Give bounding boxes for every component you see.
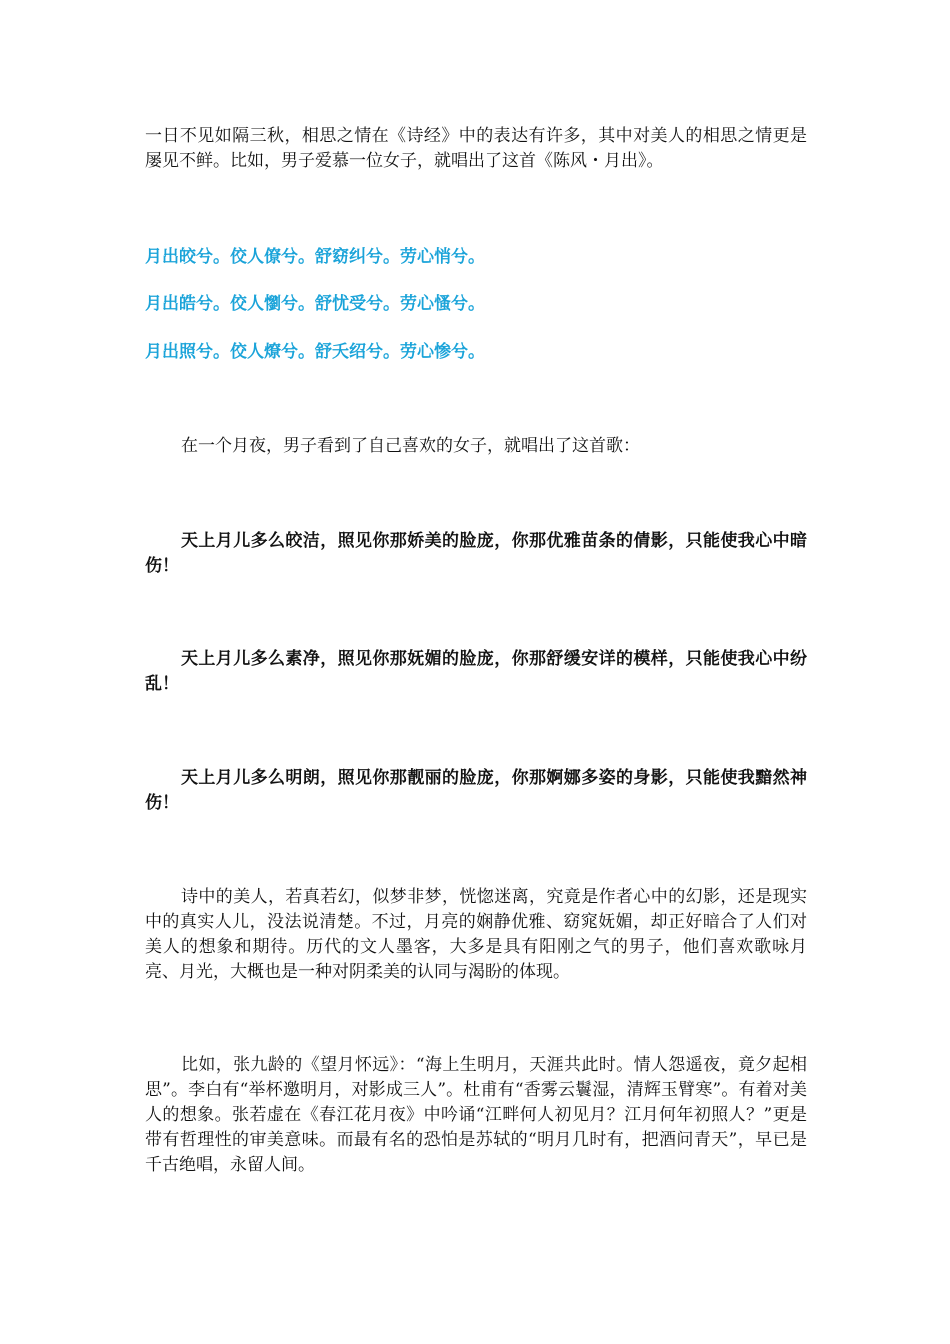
translation-stanza-3: 天上月儿多么明朗，照见你那靓丽的脸庞，你那婀娜多姿的身影，只能使我黯然神伤！ <box>145 768 807 813</box>
translation-stanza-2: 天上月儿多么素净，照见你那妩媚的脸庞，你那舒缓安详的模样，只能使我心中纷乱！ <box>145 649 807 694</box>
commentary-paragraph: 诗中的美人，若真若幻，似梦非梦，恍惚迷离，究竟是作者心中的幻影，还是现实中的真实人儿，没法说清楚。不过，月亮的娴静优雅、窈窕妩媚，却正好暗合了人们对美人的想象和期待。历代的文人墨客，大多是具有阳刚之气的男子，他们喜欢歌咏月亮、月光，大概也是一种对阴柔美的认同与渴盼的体现。 <box>145 887 807 982</box>
examples-paragraph: 比如，张九龄的《望月怀远》：“海上生明月，天涯共此时。情人怨遥夜，竟夕起相思”。李白有“举杯邀明月，对影成三人”。杜甫有“香雾云鬟湿，清辉玉臂寒”。有着对美人的想象。张若虚在《春江花月夜》中吟诵“江畔何人初见月？江月何年初照人？”更是带有哲理性的审美意味。而最有名的恐怕是苏轼的“明月几时有，把酒问青天”，早已是千古绝唱，永留人间。 <box>145 1055 807 1175</box>
intro-paragraph: 一日不见如隔三秋，相思之情在《诗经》中的表达有许多，其中对美人的相思之情更是屡见不鲜。比如，男子爱慕一位女子，就唱出了这首《陈风・月出》。 <box>145 126 807 171</box>
translation-stanza-1: 天上月儿多么皎洁，照见你那娇美的脸庞，你那优雅苗条的倩影，只能使我心中暗伤！ <box>145 531 807 576</box>
poem-line-3: 月出照兮。佼人燎兮。舒夭绍兮。劳心惨兮。 <box>145 342 485 362</box>
poem-line-1: 月出皎兮。佼人僚兮。舒窈纠兮。劳心悄兮。 <box>145 247 485 267</box>
lead-in-paragraph: 在一个月夜，男子看到了自己喜欢的女子，就唱出了这首歌： <box>181 436 640 456</box>
poem-line-2: 月出皓兮。佼人懰兮。舒忧受兮。劳心慅兮。 <box>145 294 485 314</box>
